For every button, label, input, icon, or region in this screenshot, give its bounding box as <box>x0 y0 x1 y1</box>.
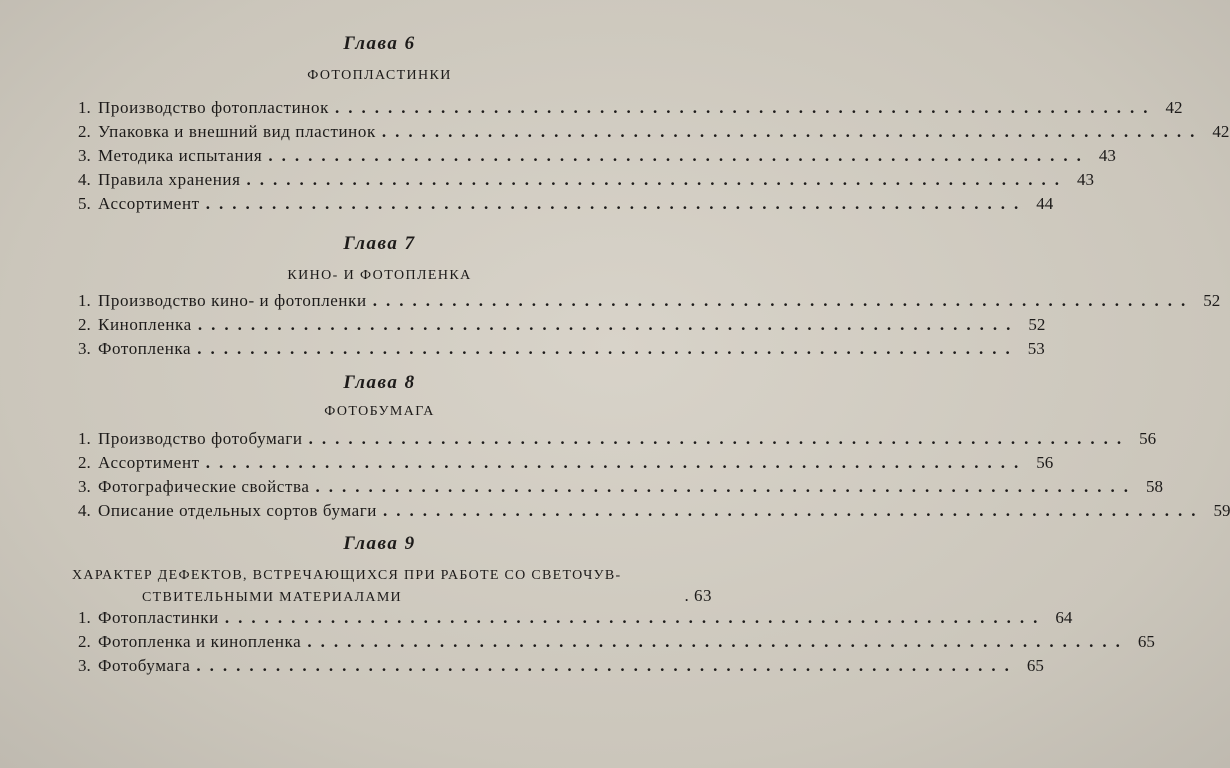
entry-title: Производство кино- и фотопленки <box>98 291 367 310</box>
entry-page-number: 42 <box>1165 98 1183 117</box>
toc-entry[interactable] <box>78 475 1164 499</box>
entry-page-number: 53 <box>1027 339 1045 358</box>
dot-leader: .............................................................. <box>372 291 1195 310</box>
entry-number: 1. <box>78 98 91 117</box>
toc-entry[interactable] <box>78 168 1095 192</box>
toc-entry[interactable] <box>78 337 1045 361</box>
dot-leader: .............................................................. <box>205 194 1028 213</box>
toc-entry[interactable] <box>78 451 1054 475</box>
chapter-7-title: КИНО- И ФОТОПЛЕНКА <box>287 268 472 283</box>
entry-page-number: 65 <box>1026 656 1044 675</box>
entry-title: Методика испытания <box>98 146 263 165</box>
entry-page-number: 43 <box>1077 170 1095 189</box>
toc-entry[interactable] <box>78 144 1116 168</box>
entry-number: 1. <box>78 608 91 627</box>
entry-title: Производство фотобумаги <box>98 429 303 448</box>
dot-leader: .............................................................. <box>382 501 1205 520</box>
entry-page-number: 58 <box>1146 477 1164 496</box>
toc-entry[interactable] <box>78 313 1046 337</box>
entry-page-number: 44 <box>1036 194 1054 213</box>
entry-number: 3. <box>78 477 91 496</box>
entry-title: Упаковка и внешний вид пластинок <box>98 122 376 141</box>
dot-leader: .............................................................. <box>197 315 1020 334</box>
toc-entry[interactable] <box>78 427 1157 451</box>
dot-leader: .............................................................. <box>224 608 1047 627</box>
entry-title: Ассортимент <box>98 453 200 472</box>
entry-page-number: 42 <box>1212 122 1230 141</box>
entry-page-number: 56 <box>1036 453 1054 472</box>
entry-title: Фотопленка <box>98 339 192 358</box>
dot-leader: .............................................................. <box>315 477 1138 496</box>
toc-entry[interactable] <box>78 192 1054 216</box>
entry-number: 3. <box>78 339 91 358</box>
chapter-9-title-line-2-row <box>72 586 712 608</box>
entry-title: Фотопленка и кинопленка <box>98 632 302 651</box>
chapter-9-title-page-number: . 63 <box>684 586 712 605</box>
dot-leader: .............................................................. <box>308 429 1131 448</box>
toc-entry[interactable] <box>78 499 1230 523</box>
entry-page-number: 43 <box>1098 146 1116 165</box>
dot-leader: .............................................................. <box>246 170 1069 189</box>
chapter-7-heading: Глава 7 <box>343 233 416 254</box>
toc-entry[interactable] <box>78 289 1221 313</box>
dot-leader: .............................................................. <box>196 656 1018 675</box>
entry-number: 4. <box>78 170 91 189</box>
entry-page-number: 59 <box>1213 501 1230 520</box>
entry-page-number: 52 <box>1028 315 1046 334</box>
dot-leader: .............................................................. <box>197 339 1019 358</box>
chapter-6-title: ФОТОПЛАСТИНКИ <box>307 68 452 83</box>
entry-number: 2. <box>78 315 91 334</box>
entry-title: Фотопластинки <box>98 608 219 627</box>
dot-leader: .............................................................. <box>334 98 1157 117</box>
entry-title: Фотографические свойства <box>98 477 310 496</box>
chapter-9-title[interactable] <box>72 566 712 608</box>
dot-leader: .............................................................. <box>381 122 1204 141</box>
dot-leader: .............................................................. <box>205 453 1028 472</box>
entry-number: 1. <box>78 291 91 310</box>
entry-page-number: 64 <box>1055 608 1073 627</box>
entry-title: Производство фотопластинок <box>98 98 329 117</box>
entry-page-number: 65 <box>1137 632 1155 651</box>
entry-number: 2. <box>78 632 91 651</box>
entry-number: 1. <box>78 429 91 448</box>
chapter-8-heading: Глава 8 <box>343 372 416 393</box>
dot-leader: .............................................................. <box>307 632 1129 651</box>
toc-entry[interactable] <box>78 654 1044 678</box>
entry-title: Ассортимент <box>98 194 200 213</box>
chapter-9-title-line-1: ХАРАКТЕР ДЕФЕКТОВ, ВСТРЕЧАЮЩИХСЯ ПРИ РАБОТЕ СО СВЕТОЧУВ- <box>72 568 622 583</box>
toc-entry[interactable] <box>78 630 1155 654</box>
dot-leader: .............................................................. <box>268 146 1090 165</box>
toc-entry[interactable] <box>78 606 1073 630</box>
toc-entry[interactable] <box>78 96 1183 120</box>
entry-number: 2. <box>78 122 91 141</box>
entry-title: Описание отдельных сортов бумаги <box>98 501 377 520</box>
entry-number: 3. <box>78 656 91 675</box>
entry-title: Кинопленка <box>98 315 192 334</box>
entry-title: Правила хранения <box>98 170 241 189</box>
entry-number: 2. <box>78 453 91 472</box>
chapter-8-title: ФОТОБУМАГА <box>324 404 435 419</box>
entry-number: 3. <box>78 146 91 165</box>
entry-page-number: 52 <box>1203 291 1221 310</box>
entry-number: 4. <box>78 501 91 520</box>
entry-page-number: 56 <box>1139 429 1157 448</box>
chapter-9-heading: Глава 9 <box>343 533 416 554</box>
entry-title: Фотобумага <box>98 656 191 675</box>
entry-number: 5. <box>78 194 91 213</box>
toc-entry[interactable] <box>78 120 1230 144</box>
chapter-9-title-line-2: СТВИТЕЛЬНЫМИ МАТЕРИАЛАМИ <box>142 590 402 605</box>
chapter-6-heading: Глава 6 <box>343 33 416 54</box>
